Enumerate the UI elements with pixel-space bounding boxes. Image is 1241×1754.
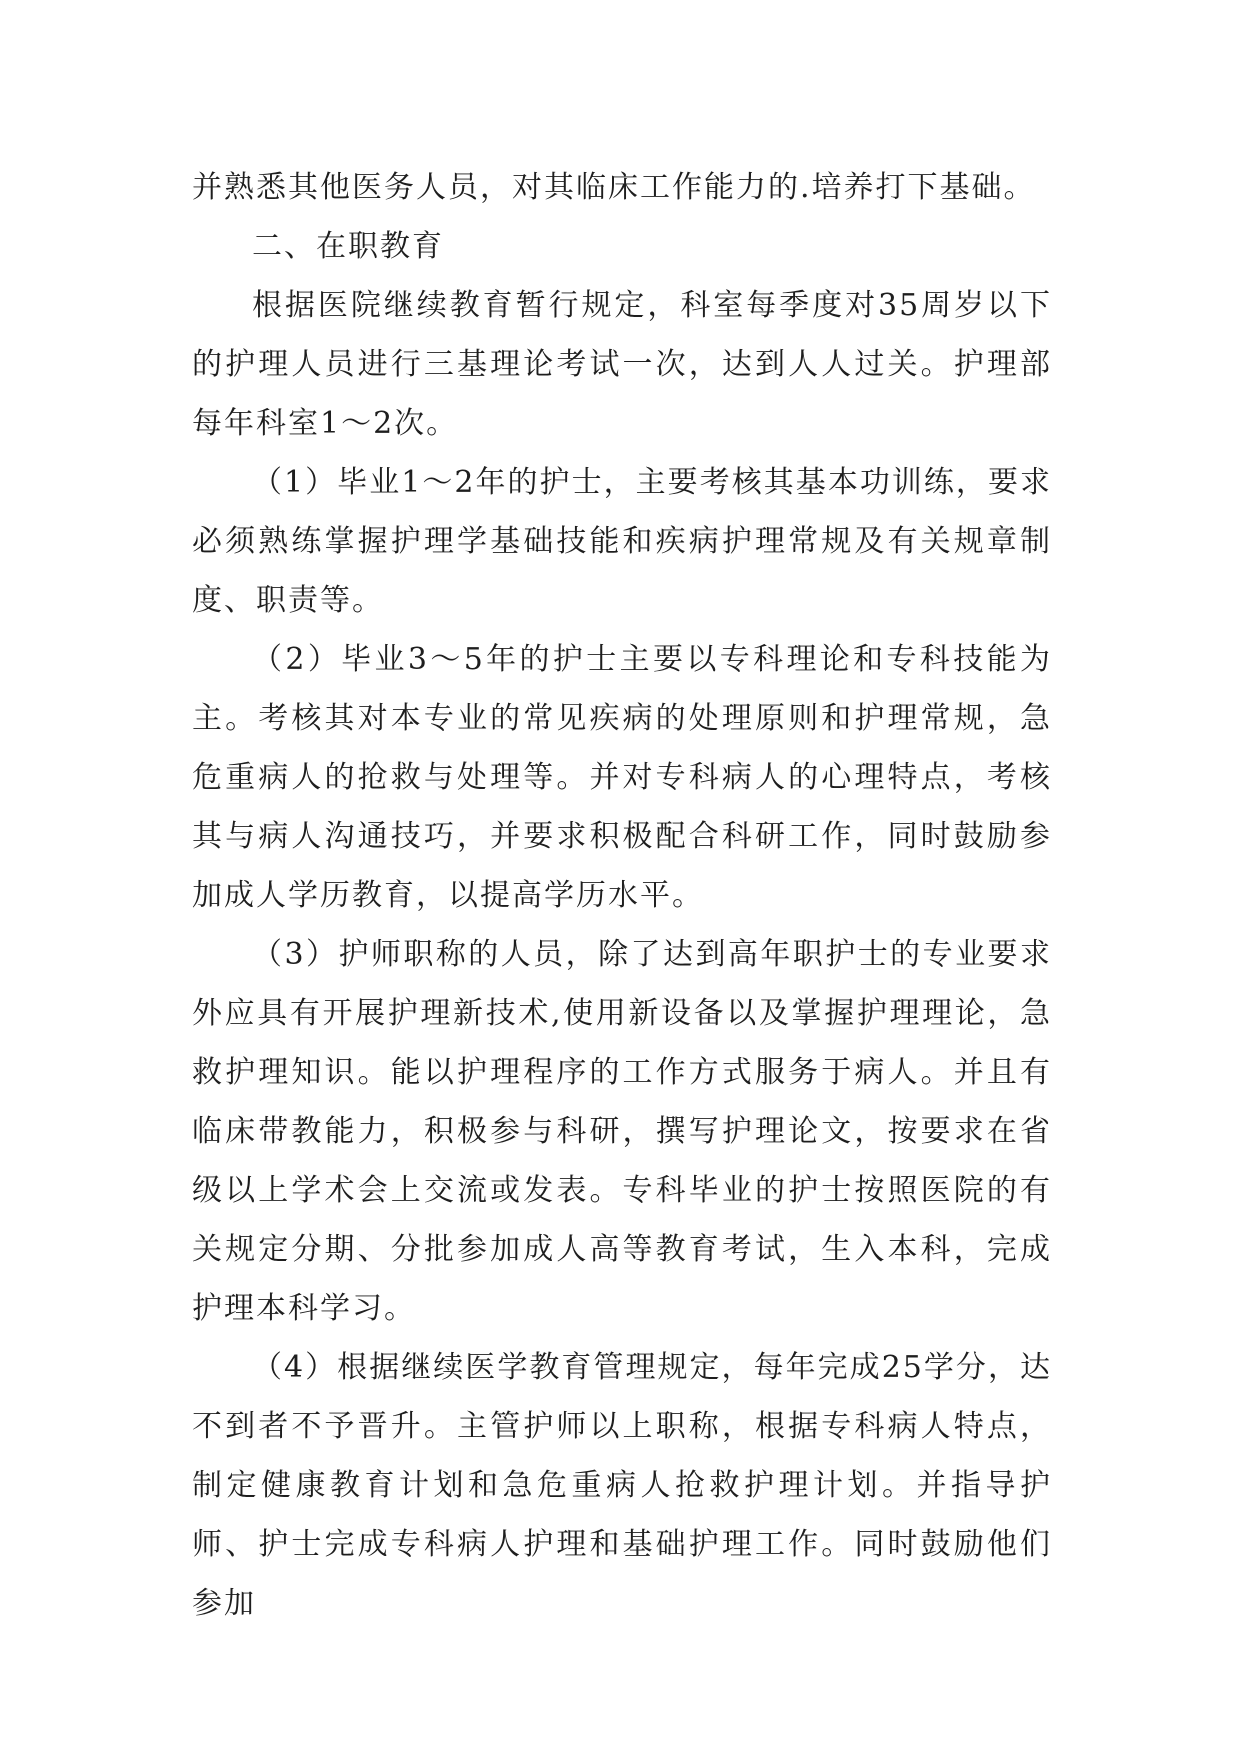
paragraph-intro: 根据医院继续教育暂行规定，科室每季度对35周岁以下的护理人员进行三基理论考试一次，达到人人过关。护理部每年科室1～2次。 <box>192 288 1052 441</box>
section-heading: 二、在职教育 <box>252 229 444 264</box>
paragraph-item-2: （2）毕业3～5年的护士主要以专科理论和专科技能为主。考核其对本专业的常见疾病的处理原则和护理常规，急危重病人的抢救与处理等。并对专科病人的心理特点，考核其与病人沟通技巧，并要求积极配合科研工作，同时鼓励参加成人学历教育，以提高学历水平。 <box>192 642 1052 913</box>
paragraph-continuation: 并熟悉其他医务人员，对其临床工作能力的.培养打下基础。 <box>192 170 1036 205</box>
paragraph-item-1: （1）毕业1～2年的护士，主要考核其基本功训练，要求必须熟练掌握护理学基础技能和疾病护理常规及有关规章制度、职责等。 <box>192 465 1052 618</box>
paragraph-item-4: （4）根据继续医学教育管理规定，每年完成25学分，达不到者不予晋升。主管护师以上职称，根据专科病人特点，制定健康教育计划和急危重病人抢救护理计划。并指导护师、护士完成专科病人护理和基础护理工作。同时鼓励他们参加 <box>192 1350 1052 1621</box>
paragraph-item-3: （3）护师职称的人员，除了达到高年职护士的专业要求外应具有开展护理新技术,使用新设备以及掌握护理理论，急救护理知识。能以护理程序的工作方式服务于病人。并且有临床带教能力，积极参与科研，撰写护理论文，按要求在省级以上学术会上交流或发表。专科毕业的护士按照医院的有关规定分期、分批参加成人高等教育考试，生入本科，完成护理本科学习。 <box>192 937 1052 1326</box>
document-body <box>192 158 1052 1633</box>
